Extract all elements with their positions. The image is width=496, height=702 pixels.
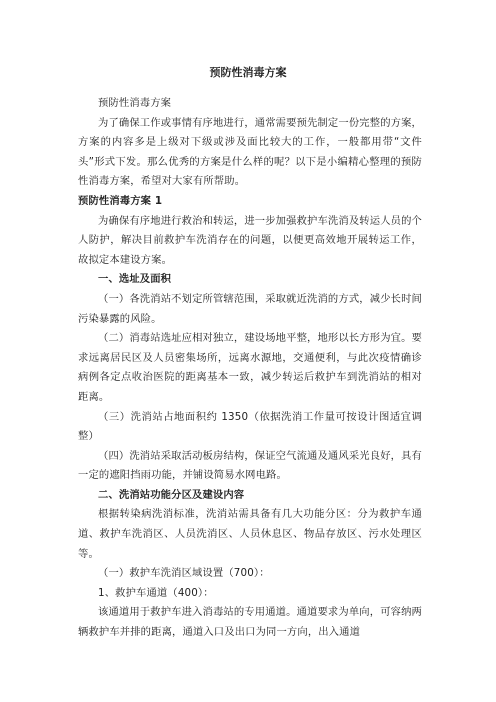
section-heading: 预防性消毒方案 1	[78, 194, 163, 207]
body-paragraph: （三）洗消站占地面积约 1350（依据洗消工作量可按设计图适宜调整）	[78, 410, 422, 443]
body-paragraph: 为确保有序地进行救治和转运，进一步加强救护车洗消及转运人员的个人防护，解决目前救护车洗消存在的问题，以便更高效地开展转运工作，故拟定本建设方案。	[78, 214, 422, 266]
body-paragraph: 为了确保工作或事情有序地进行，通常需要预先制定一份完整的方案，方案的内容多是上级对下级或涉及面比较大的工作，一般都用带“文件头”形式下发。那么优秀的方案是什么样的呢？以下是小编精心整理的预防性消毒方案，希望对大家有所帮助。	[78, 116, 422, 188]
body-paragraph: （四）洗消站采取活动板房结构，保证空气流通及通风采光良好，具有一定的遮阳挡雨功能，并铺设简易水网电路。	[78, 449, 422, 482]
body-paragraph: 根据转染病洗消标准，洗消站需具备有几大功能分区：分为救护车通道、救护车洗消区、人员洗消区、人员休息区、物品存放区、污水处理区等。	[78, 508, 422, 560]
body-paragraph: 该通道用于救护车进入消毒站的专用通道。通道要求为单向，可容纳两辆救护车并排的距离，通道入口及出口为同一方向，出入通道	[78, 606, 422, 639]
section-heading: 二、洗消站功能分区及建设内容	[98, 488, 245, 501]
body-paragraph: （一）各洗消站不划定所管辖范围，采取就近洗消的方式，减少长时间污染暴露的风险。	[78, 292, 422, 325]
document-title: 预防性消毒方案	[209, 66, 287, 79]
body-paragraph: 预防性消毒方案	[98, 97, 172, 109]
body-paragraph: （二）消毒站选址应相对独立，建设场地平整，地形以长方形为宜。要求远离居民区及人员密集场所，远离水源地，交通便利，与此次疫情确诊病例各定点收治医院的距离基本一致，减少转运后救护车到洗消站的相对距离。	[78, 332, 422, 403]
body-paragraph: 1、救护车通道（400）：	[98, 586, 214, 599]
document-body	[78, 94, 422, 643]
section-heading: 一、选址及面积	[98, 273, 172, 286]
body-paragraph: （一）救护车洗消区域设置（700）：	[98, 567, 270, 580]
